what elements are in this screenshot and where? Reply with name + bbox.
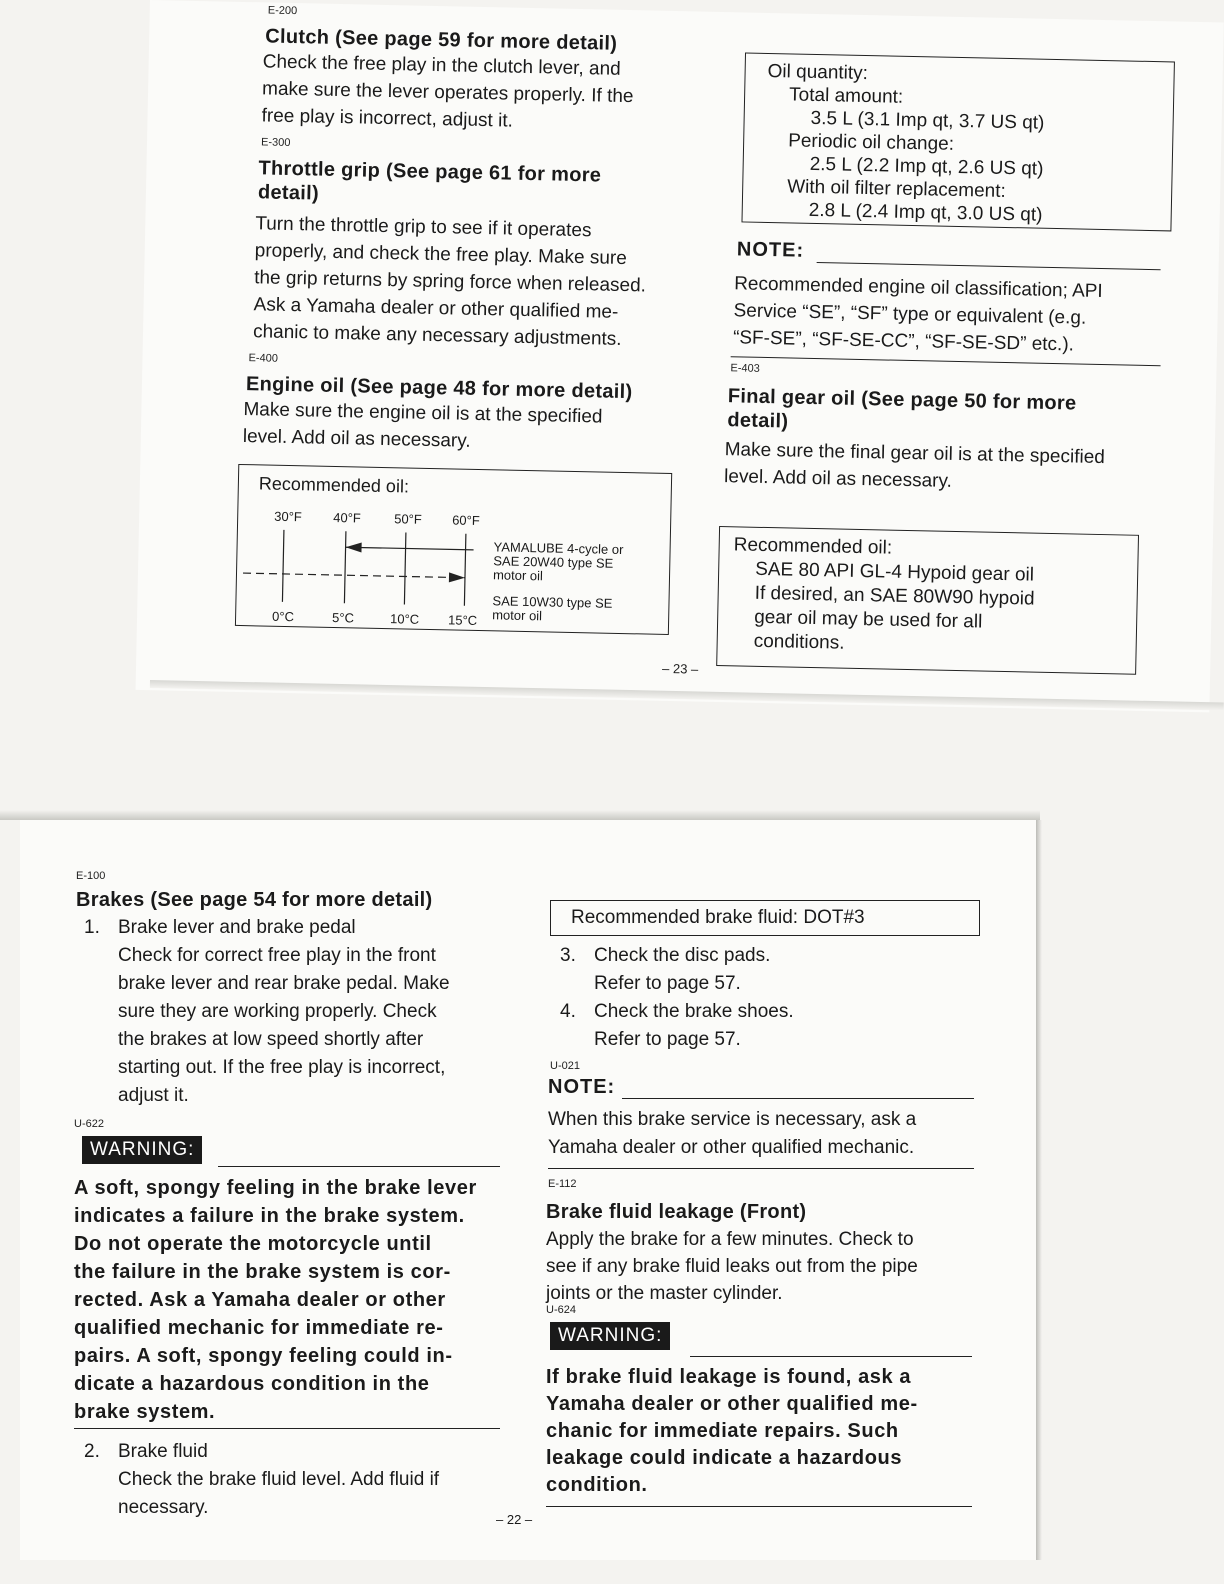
bottom-page <box>20 820 1040 1560</box>
item-title: Brake fluid <box>118 1441 208 1462</box>
page-number: – 22 – <box>496 1512 533 1527</box>
clutch-heading: Clutch (See page 59 for more detail) <box>265 25 618 55</box>
warning-end-rule <box>74 1428 500 1429</box>
temperature-range-chart <box>236 525 498 610</box>
oil-quantity-box <box>741 52 1174 231</box>
section-code: E-112 <box>548 1178 577 1190</box>
temp-f-30: 30°F <box>274 508 302 525</box>
brake-fluid-recommendation: Recommended brake fluid: DOT#3 <box>571 907 865 928</box>
temp-c-5: 5°C <box>331 609 355 626</box>
throttle-heading: Throttle grip (See page 61 for more detail) <box>257 157 602 205</box>
oil-quantity-text: Oil quantity: Total amount: 3.5 L (3.1 Imp qt, 3.7 US qt) Periodic oil change: 2.5 L (2.2 Imp qt, 2.6 US qt) With oil filter replacement: 2.8 L (2.4 Imp qt, 3.0 US qt) <box>767 60 1045 226</box>
item-number: 2. <box>84 1441 100 1462</box>
section-code: E-403 <box>730 362 760 375</box>
item-title: Check the disc pads. <box>594 945 771 966</box>
temp-c-15: 15°C <box>447 612 478 628</box>
item-title: Brake lever and brake pedal <box>118 917 356 938</box>
brake-fluid-box <box>550 900 980 936</box>
oil-type-20w40: YAMALUBE 4-cycle or SAE 20W40 type SE motor oil <box>492 539 624 584</box>
item-reference: Refer to page 57. <box>594 973 741 994</box>
gear-oil-text: Recommended oil: SAE 80 API GL-4 Hypoid gear oil If desired, an SAE 80W90 hypoid gear oil may be used for all conditions. <box>733 534 1035 654</box>
page-shadow <box>0 810 1040 820</box>
item-title: Check the brake shoes. <box>594 1001 794 1022</box>
temp-c-0: 0°C <box>271 608 295 625</box>
oil-box-title: Recommended oil: <box>258 473 410 497</box>
warning-end-rule <box>546 1506 972 1507</box>
recommended-oil-box <box>235 464 672 635</box>
temp-f-60: 60°F <box>452 512 480 529</box>
section-code: E-400 <box>248 352 278 365</box>
engine-oil-text: Make sure the engine oil is at the specified level. Add oil as necessary. <box>242 399 603 452</box>
top-page <box>136 0 1224 712</box>
note-text: Recommended engine oil classification; API Service “SE”, “SF” type or equivalent (e.g. “SF-SE”, “SF-SE-CC”, “SF-SE-SD” etc.). <box>732 273 1103 356</box>
item-number: 1. <box>84 917 100 938</box>
note-text: When this brake service is necessary, ask a Yamaha dealer or other qualified mechanic. <box>548 1109 917 1158</box>
engine-oil-heading: Engine oil (See page 48 for more detail) <box>245 373 633 404</box>
leakage-text: Apply the brake for a few minutes. Check to see if any brake fluid leaks out from the pipe joints or the master cylinder. <box>546 1229 918 1304</box>
temp-c-10: 10°C <box>389 611 420 627</box>
warning-label: WARNING: <box>82 1136 202 1164</box>
temp-f-50: 50°F <box>394 511 422 527</box>
note-label: NOTE: <box>548 1076 616 1098</box>
brake-fluid-text: Check the brake fluid level. Add fluid if necessary. <box>118 1469 440 1518</box>
brakes-heading: Brakes (See page 54 for more detail) <box>76 889 433 911</box>
leakage-heading: Brake fluid leakage (Front) <box>546 1201 807 1223</box>
section-code: E-100 <box>76 870 106 882</box>
note-rule <box>622 1098 974 1099</box>
section-code: U-624 <box>546 1304 576 1316</box>
oil-type-10w30: SAE 10W30 type SE motor oil <box>492 593 613 624</box>
warning-text: A soft, spongy feeling in the brake lever indicates a failure in the brake system. Do not operate the motorcycle until the failure in the brake system is cor- rected. Ask a Yamaha dealer or other qualified mechanic for immediate re- pairs. A soft, spongy feeling could in- dicate a hazardous condition in the brake system. <box>74 1177 477 1423</box>
note-label: NOTE: <box>736 238 805 262</box>
brake-lever-text: Check for correct free play in the front brake lever and rear brake pedal. Make sure they are working properly. Check the brakes at low speed shortly after starting out. If the free play is incorrect, adjust it. <box>118 945 450 1106</box>
warning-rule <box>690 1356 972 1357</box>
page-number: – 23 – <box>661 660 699 677</box>
clutch-text: Check the free play in the clutch lever, and make sure the lever operates properly. If the free play is incorrect, adjust it. <box>261 51 634 132</box>
gear-oil-box <box>716 526 1139 675</box>
page-edge <box>1036 820 1042 1560</box>
item-reference: Refer to page 57. <box>594 1029 741 1050</box>
throttle-text: Turn the throttle grip to see if it operates properly, and check the free play. Make sure the grip returns by spring force when released. Ask a Yamaha dealer or other qualified me- chanic to make any necessary adjustments. <box>252 213 647 350</box>
item-number: 3. <box>560 945 576 966</box>
warning-text: If brake fluid leakage is found, ask a Yamaha dealer or other qualified me- chanic for immediate repairs. Such leakage could indicate a hazardous condition. <box>546 1366 918 1496</box>
note-rule <box>817 262 1161 270</box>
section-code: U-021 <box>550 1060 580 1072</box>
note-end-rule <box>548 1168 974 1169</box>
section-code: E-300 <box>260 136 291 149</box>
temp-f-40: 40°F <box>333 509 361 526</box>
warning-label: WARNING: <box>550 1322 670 1350</box>
final-gear-text: Make sure the final gear oil is at the specified level. Add oil as necessary. <box>723 439 1106 492</box>
warning-rule <box>218 1166 500 1167</box>
section-code: E-200 <box>267 4 298 18</box>
section-code: U-622 <box>74 1118 104 1130</box>
final-gear-heading: Final gear oil (See page 50 for more detail) <box>727 385 1077 433</box>
item-number: 4. <box>560 1001 576 1022</box>
